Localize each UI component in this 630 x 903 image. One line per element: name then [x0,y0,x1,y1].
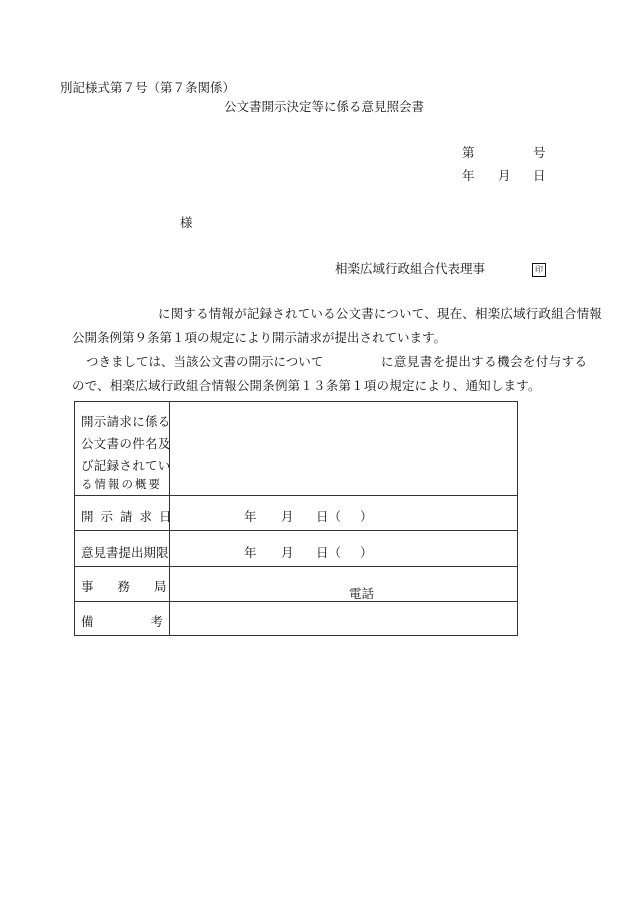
request-date-year: 年 [244,509,257,524]
deadline-day: 日（ [316,545,342,560]
deadline-close: ） [360,545,373,560]
body-line-2: 公開条例第９条第１項の規定により開示請求が提出されています。 [72,330,447,345]
remarks-label: 備考 [81,614,221,629]
body-line-1: に関する情報が記録されている公文書について、現在、相楽広域行政組合情報 [158,306,603,321]
table-row-request-date [75,495,517,530]
doc-number-suffix: 号 [533,145,546,160]
document-title: 公文書開示決定等に係る意見照会書 [224,99,425,114]
request-date-day: 日（ [316,509,342,524]
date-year: 年 [462,168,475,183]
summary-label-line-1: 開示請求に係る [81,414,171,429]
body-line-3a: つきましては、当該公文書の開示について [86,354,324,369]
doc-number-prefix: 第 [462,145,475,160]
table-row-office [75,566,517,601]
request-date-label: 開示請求日 [81,509,179,524]
date-day: 日 [533,168,546,183]
summary-label-line-2: 公文書の件名及 [81,436,171,451]
seal-mark: 印 [532,263,546,277]
summary-label-line-4: る情報の概要 [81,477,162,491]
request-date-close: ） [360,509,373,524]
addressee-suffix: 様 [180,215,193,230]
info-table [74,401,518,636]
date-month: 月 [498,168,511,183]
office-label: 事務局 [81,579,191,594]
deadline-year: 年 [244,545,257,560]
table-row-summary [75,402,517,495]
phone-label: 電話 [349,586,375,601]
body-line-4: ので、相楽広域行政組合情報公開条例第１３条第１項の規定により、通知します。 [72,378,541,393]
body-line-3b: に意見書を提出する機会を付与する [381,354,588,369]
deadline-month: 月 [281,545,294,560]
summary-label-line-3: び記録されてい [81,458,171,473]
request-date-month: 月 [281,509,294,524]
deadline-label: 意見書提出期限 [81,545,169,560]
table-row-deadline [75,530,517,566]
table-row-remarks [75,601,517,635]
sender-name: 相楽広域行政組合代表理事 [335,261,486,276]
sender-seal [532,262,546,277]
form-label: 別記様式第７号（第７条関係） [60,80,236,95]
